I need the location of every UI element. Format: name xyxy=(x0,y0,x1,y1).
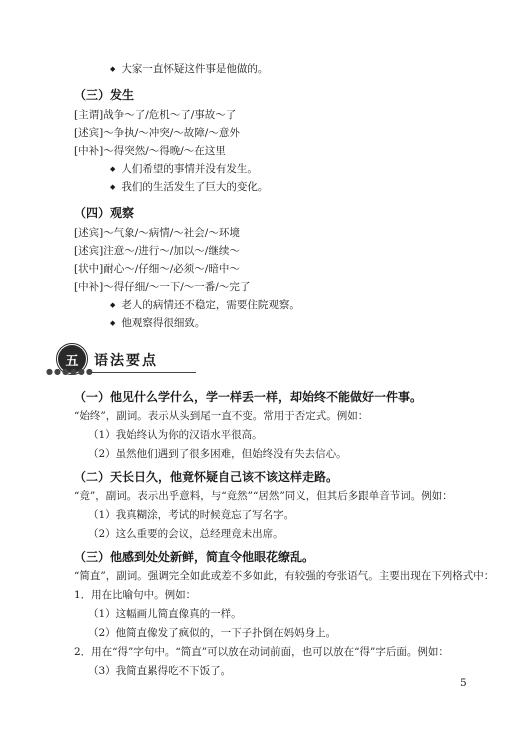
grammar-example: （2）虽然他们遇到了很多困难，但始终没有失去信心。 xyxy=(88,448,347,460)
grammar-explanation: “竟”，副词。表示出乎意料，与“竟然”“居然”同义，但其后多跟单音节词。例如： xyxy=(74,490,453,502)
collocation-text: 战争～了/危机～了/事故～了 xyxy=(103,109,237,121)
grammar-point-heading: （三）他感到处处新鲜，简直令他眼花缭乱。 xyxy=(74,550,315,564)
diamond-bullet-icon: ◆ xyxy=(110,65,116,73)
grammar-point-heading: （一）他见什么学什么，学一样丢一样，却始终不能做好一件事。 xyxy=(74,390,423,404)
diamond-bullet-icon: ◆ xyxy=(110,301,116,309)
collocation-row: [述宾]注意～/进行～/加以～/继续～ xyxy=(74,245,240,257)
grammar-example: （2）这么重要的会议，总经理竟未出席。 xyxy=(88,528,284,540)
collocation-row: [状中]耐心～/仔细～/必须～/暗中～ xyxy=(74,263,240,275)
collocation-tag: 中补 xyxy=(78,145,100,157)
collocation-row: [述宾]～争执/～冲突/～故障/～意外 xyxy=(74,127,240,139)
collocation-tag: 状中 xyxy=(78,263,100,275)
collocation-tag: 述宾 xyxy=(78,227,100,239)
section-heading: （三）发生 xyxy=(74,88,135,102)
collocation-text: ～争执/～冲突/～故障/～意外 xyxy=(103,127,240,139)
section-heading: （四）观察 xyxy=(74,206,135,220)
diamond-bullet-icon: ◆ xyxy=(110,319,116,327)
collocation-tag: 中补 xyxy=(78,281,100,293)
collocation-tag: 主谓 xyxy=(78,109,100,121)
grammar-explanation: 1．用在比喻句中。例如： xyxy=(74,589,197,601)
grammar-example: （2）他简直像发了疯似的，一下子扑倒在妈妈身上。 xyxy=(88,627,337,639)
collocation-text: 耐心～/仔细～/必须～/暗中～ xyxy=(103,263,240,275)
collocation-text: ～得仔细/～一下/～一番/～完了 xyxy=(103,281,251,293)
collocation-row: [述宾]～气象/～病情/～社会/～环境 xyxy=(74,227,240,239)
collocation-text: 注意～/进行～/加以～/继续～ xyxy=(103,245,240,257)
dots-decoration: ●●●●●● xyxy=(46,367,94,376)
collocation-row: [中补]～得仔细/～一下/～一番/～完了 xyxy=(74,281,251,293)
section-title: 语法要点 xyxy=(94,353,158,369)
grammar-example: （1）我真糊涂，考试的时候竟忘了写名字。 xyxy=(88,509,295,521)
example-item: ◆ 我们的生活发生了巨大的变化。 xyxy=(110,181,269,193)
grammar-example: （3）我简直累得吃不下饭了。 xyxy=(88,665,232,677)
collocation-row: [主谓]战争～了/危机～了/事故～了 xyxy=(74,109,237,121)
example-item: ◆ 他观察得很细致。 xyxy=(110,317,206,329)
grammar-example: （1）这幅画儿简直像真的一样。 xyxy=(88,608,242,620)
title-underline xyxy=(90,372,196,373)
example-item: ◆ 人们希望的事情并没有发生。 xyxy=(110,163,258,175)
collocation-row: [中补]～得突然/～得晚/～在这里 xyxy=(74,145,226,157)
grammar-section-header xyxy=(46,345,196,375)
grammar-explanation: “简直”，副词。强调完全如此或差不多如此，有较强的夸张语气。主要出现在下列格式中： xyxy=(74,570,495,582)
collocation-text: ～气象/～病情/～社会/～环境 xyxy=(103,227,240,239)
grammar-explanation: 2．用在“得”字句中。“简直”可以放在动词前面，也可以放在“得”字后面。例如： xyxy=(74,646,449,658)
grammar-point-heading: （二）天长日久，他竟怀疑自己该不该这样走路。 xyxy=(74,470,339,484)
diamond-bullet-icon: ◆ xyxy=(110,183,116,191)
page-number: 5 xyxy=(460,677,467,689)
grammar-example: （1）我始终认为你的汉语水平很高。 xyxy=(88,429,263,441)
section-number-badge: 五 xyxy=(58,345,86,373)
diamond-bullet-icon: ◆ xyxy=(110,165,116,173)
grammar-explanation: “始终”，副词。表示从头到尾一直不变。常用于否定式。例如： xyxy=(74,410,369,422)
example-item: ◆ 老人的病情还不稳定，需要住院观察。 xyxy=(110,299,300,311)
collocation-text: ～得突然/～得晚/～在这里 xyxy=(103,145,226,157)
collocation-tag: 述宾 xyxy=(78,127,100,139)
example-item: ◆ 大家一直怀疑这件事是他做的。 xyxy=(110,63,269,75)
collocation-tag: 述宾 xyxy=(78,245,100,257)
